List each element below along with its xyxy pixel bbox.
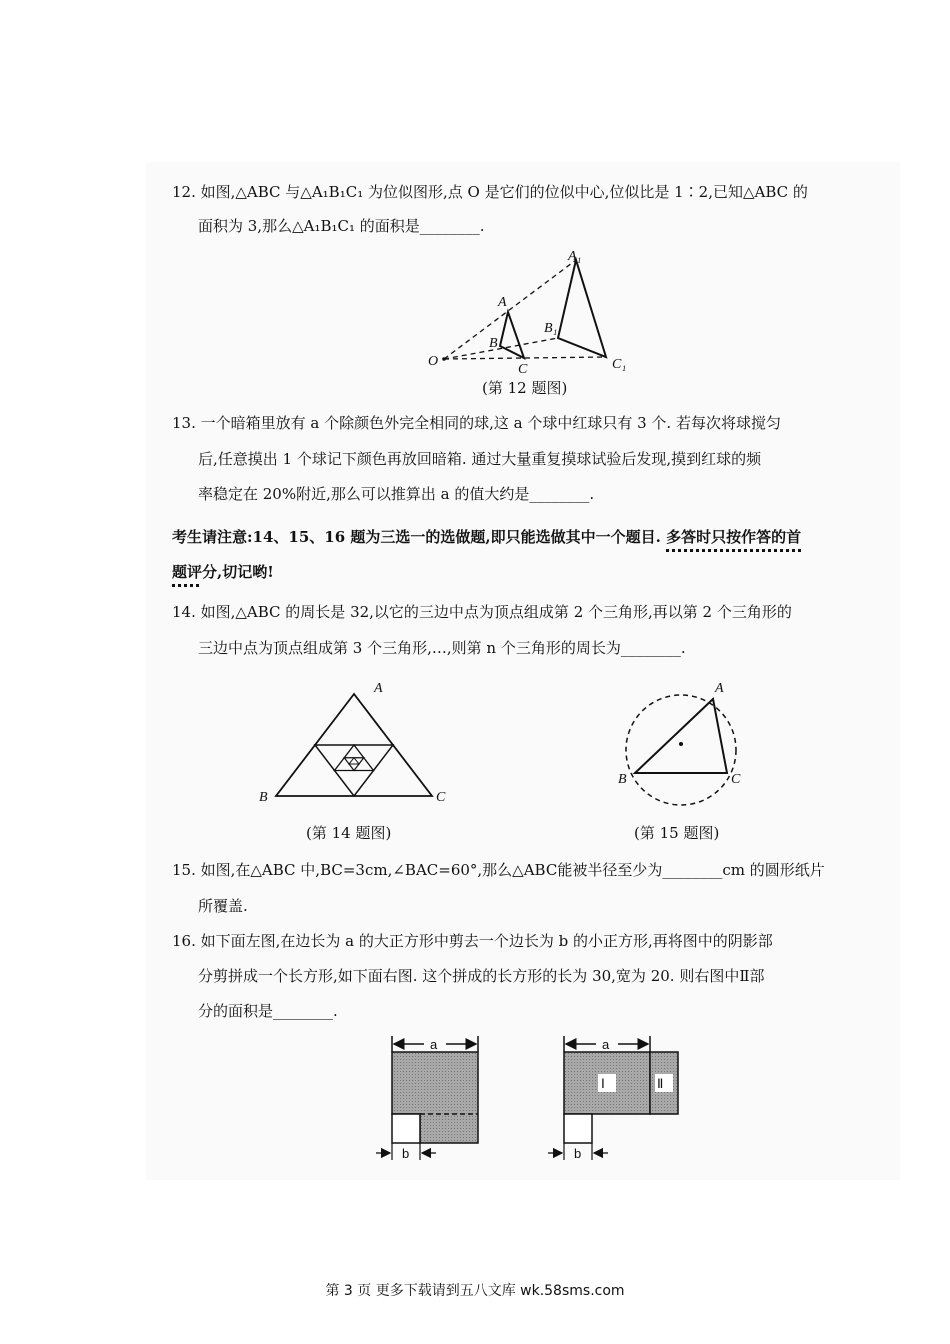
q16-label-b-left: b [402,1146,410,1161]
q12-figure [420,240,640,375]
q12-label-c: C [518,362,528,377]
notice-line2 [172,562,274,582]
notice-part2: 多答时只按作答的首 [666,528,802,546]
q12-label-b: B [489,336,498,351]
page-footer: 第 3 页 更多下载请到五八文库 wk.58sms.com [325,1283,625,1299]
q12-label-c1: C₁ [612,357,627,372]
q16-text-line1: 16. 如下面左图,在边长为 a 的大正方形中剪去一个边长为 b 的小正方形,再将图中的阴影部 [172,932,773,950]
q14-label-c: C [436,790,446,805]
q15-figure [605,672,765,812]
q14-text-line2: 三边中点为顶点组成第 3 个三角形,…,则第 n 个三角形的周长为________. [198,639,686,657]
q13-text-line2: 后,任意摸出 1 个球记下颜色再放回暗箱. 通过大量重复摸球试验后发现,摸到红球的频 [198,450,762,468]
q12-label-b1: B₁ [544,321,558,336]
q12-label-o: O [428,354,439,369]
q16-text-line2: 分剪拼成一个长方形,如下面右图. 这个拼成的长方形的长为 30,宽为 20. 则右图中Ⅱ部 [198,967,765,985]
q16-text-line3: 分的面积是________. [198,1002,338,1020]
q12-text-line2: 面积为 3,那么△A₁B₁C₁ 的面积是________. [198,217,485,235]
notice-line1 [172,527,801,547]
q14-label-b: B [259,790,268,805]
q13-text-line1: 13. 一个暗箱里放有 a 个除颜色外完全相同的球,这 a 个球中红球只有 3 个. 若每次将球搅匀 [172,414,781,432]
q15-label-c: C [731,772,741,787]
q15-caption: (第 15 题图) [634,824,720,842]
q16-label-a-left: a [430,1037,438,1052]
q15-text-line1: 15. 如图,在△ABC 中,BC=3cm,∠BAC=60°,那么△ABC能被半径至少为________cm 的圆形纸片 [172,861,825,879]
q15-label-a: A [715,681,724,696]
q16-label-a-right: a [602,1037,610,1052]
notice-part3: 题评 [172,563,203,581]
q12-caption: (第 12 题图) [482,379,568,397]
q14-label-a: A [374,681,383,696]
q14-text-line1: 14. 如图,△ABC 的周长是 32,以它的三边中点为顶点组成第 2 个三角形,再以第 2 个三角形的 [172,603,792,621]
q14-caption: (第 14 题图) [306,824,392,842]
q12-label-a: A [498,295,507,310]
q14-figure [250,672,460,812]
q12-text-line1: 12. 如图,△ABC 与△A₁B₁C₁ 为位似图形,点 O 是它们的位似中心,位似比是 1∶2,已知△ABC 的 [172,183,808,201]
notice-part4: 分,切记哟! [202,563,274,581]
q15-label-b: B [618,772,627,787]
q16-figure [370,1032,690,1167]
q16-label-region-2: Ⅱ [657,1076,664,1091]
q13-text-line3: 率稳定在 20%附近,那么可以推算出 a 的值大约是________. [198,485,595,503]
q15-text-line2: 所覆盖. [198,897,248,915]
notice-part1: 考生请注意:14、15、16 题为三选一的选做题,即只能选做其中一个题目. [172,528,667,546]
q16-label-b-right: b [574,1146,582,1161]
q12-label-a1: A₁ [568,249,582,264]
q16-label-region-1: Ⅰ [601,1076,605,1091]
